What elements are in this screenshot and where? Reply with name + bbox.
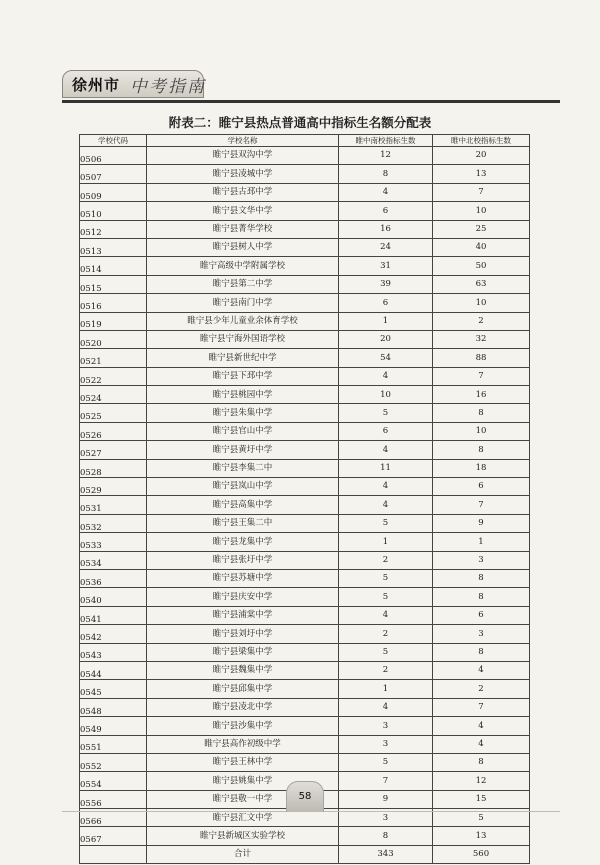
table-row	[80, 478, 530, 496]
school-code-cell: 0548	[80, 698, 147, 716]
south-quota-cell: 4	[339, 367, 433, 385]
school-name-cell: 睢宁县南门中学	[147, 294, 339, 312]
south-quota-cell: 4	[339, 698, 433, 716]
table-row	[80, 496, 530, 514]
school-code-cell: 0533	[80, 533, 147, 551]
south-quota-cell: 8	[339, 827, 433, 845]
south-quota-cell: 8	[339, 165, 433, 183]
south-quota-cell: 4	[339, 496, 433, 514]
column-header-code: 学校代码	[80, 135, 147, 147]
south-quota-cell: 6	[339, 202, 433, 220]
north-quota-cell: 15	[433, 790, 530, 808]
school-name-cell: 睢宁县龙集中学	[147, 533, 339, 551]
north-quota-cell: 8	[433, 569, 530, 587]
north-quota-cell: 4	[433, 661, 530, 679]
school-code-cell: 0521	[80, 349, 147, 367]
south-quota-cell: 5	[339, 514, 433, 532]
south-quota-cell: 54	[339, 349, 433, 367]
north-quota-cell: 88	[433, 349, 530, 367]
table-row	[80, 257, 530, 275]
school-name-cell: 睢宁县第二中学	[147, 275, 339, 293]
school-name-cell: 睢宁县张圩中学	[147, 551, 339, 569]
table-row	[80, 717, 530, 735]
south-quota-cell: 3	[339, 735, 433, 753]
school-code-cell: 0519	[80, 312, 147, 330]
school-code-cell: 0516	[80, 294, 147, 312]
school-name-cell: 睢宁县汇文中学	[147, 809, 339, 827]
table-row	[80, 330, 530, 348]
table-row	[80, 294, 530, 312]
north-quota-cell: 8	[433, 441, 530, 459]
south-quota-cell: 6	[339, 422, 433, 440]
school-code-cell: 0542	[80, 625, 147, 643]
document-title: 附表二：睢宁县热点普通高中指标生名额分配表	[168, 115, 432, 130]
north-quota-cell: 4	[433, 735, 530, 753]
school-code-cell: 0509	[80, 183, 147, 201]
south-quota-cell: 1	[339, 533, 433, 551]
south-quota-cell: 20	[339, 330, 433, 348]
north-quota-cell: 7	[433, 698, 530, 716]
school-code-cell: 0552	[80, 753, 147, 771]
south-quota-cell: 1	[339, 680, 433, 698]
total-code-cell	[80, 845, 147, 863]
table-row	[80, 569, 530, 587]
school-name-cell: 睢宁县双沟中学	[147, 147, 339, 165]
school-name-cell: 睢宁县王集二中	[147, 514, 339, 532]
school-code-cell: 0527	[80, 441, 147, 459]
school-code-cell: 0551	[80, 735, 147, 753]
school-name-cell: 睢宁县李集二中	[147, 459, 339, 477]
total-south-cell: 343	[339, 845, 433, 863]
school-code-cell: 0525	[80, 404, 147, 422]
table-row	[80, 422, 530, 440]
table-row	[80, 275, 530, 293]
north-quota-cell: 20	[433, 147, 530, 165]
school-name-cell: 睢宁县凌城中学	[147, 165, 339, 183]
school-code-cell: 0524	[80, 386, 147, 404]
school-name-cell: 睢宁县姚集中学	[147, 772, 339, 790]
north-quota-cell: 8	[433, 643, 530, 661]
school-name-cell: 睢宁县邱集中学	[147, 680, 339, 698]
school-code-cell: 0540	[80, 588, 147, 606]
school-code-cell: 0566	[80, 809, 147, 827]
table-header-row	[80, 135, 530, 147]
table-row	[80, 183, 530, 201]
north-quota-cell: 7	[433, 183, 530, 201]
school-name-cell: 睢宁县沙集中学	[147, 717, 339, 735]
school-code-cell: 0507	[80, 165, 147, 183]
north-quota-cell: 12	[433, 772, 530, 790]
north-quota-cell: 2	[433, 680, 530, 698]
school-name-cell: 睢宁县岚山中学	[147, 478, 339, 496]
north-quota-cell: 8	[433, 588, 530, 606]
north-quota-cell: 8	[433, 753, 530, 771]
school-name-cell: 睢宁县菁华学校	[147, 220, 339, 238]
school-code-cell: 0545	[80, 680, 147, 698]
table-row	[80, 661, 530, 679]
school-code-cell: 0506	[80, 147, 147, 165]
south-quota-cell: 4	[339, 441, 433, 459]
north-quota-cell: 2	[433, 312, 530, 330]
school-name-cell: 睢宁县刘圩中学	[147, 625, 339, 643]
school-code-cell: 0528	[80, 459, 147, 477]
north-quota-cell: 1	[433, 533, 530, 551]
north-quota-cell: 10	[433, 422, 530, 440]
allocation-table	[79, 134, 530, 864]
north-quota-cell: 16	[433, 386, 530, 404]
south-quota-cell: 1	[339, 312, 433, 330]
north-quota-cell: 18	[433, 459, 530, 477]
table-row	[80, 643, 530, 661]
school-name-cell: 睢宁县新城区实验学校	[147, 827, 339, 845]
south-quota-cell: 2	[339, 551, 433, 569]
school-name-cell: 睢宁县凌北中学	[147, 698, 339, 716]
south-quota-cell: 6	[339, 294, 433, 312]
school-code-cell: 0513	[80, 238, 147, 256]
school-code-cell: 0529	[80, 478, 147, 496]
column-header-north: 睢中北校指标生数	[433, 135, 530, 147]
north-quota-cell: 6	[433, 478, 530, 496]
school-name-cell: 睢宁县桃园中学	[147, 386, 339, 404]
school-name-cell: 睢宁县新世纪中学	[147, 349, 339, 367]
total-north-cell: 560	[433, 845, 530, 863]
north-quota-cell: 63	[433, 275, 530, 293]
north-quota-cell: 6	[433, 606, 530, 624]
north-quota-cell: 13	[433, 165, 530, 183]
south-quota-cell: 2	[339, 625, 433, 643]
table-row	[80, 680, 530, 698]
north-quota-cell: 32	[433, 330, 530, 348]
school-code-cell: 0531	[80, 496, 147, 514]
school-code-cell: 0567	[80, 827, 147, 845]
table-row	[80, 753, 530, 771]
north-quota-cell: 9	[433, 514, 530, 532]
school-code-cell: 0544	[80, 661, 147, 679]
header-title: 徐州市	[72, 76, 121, 94]
north-quota-cell: 50	[433, 257, 530, 275]
south-quota-cell: 9	[339, 790, 433, 808]
table-row	[80, 625, 530, 643]
south-quota-cell: 11	[339, 459, 433, 477]
school-name-cell: 睢宁县敬一中学	[147, 790, 339, 808]
total-label-cell: 合计	[147, 845, 339, 863]
north-quota-cell: 8	[433, 404, 530, 422]
school-code-cell: 0520	[80, 330, 147, 348]
north-quota-cell: 10	[433, 294, 530, 312]
school-name-cell: 睢宁县少年儿童业余体育学校	[147, 312, 339, 330]
north-quota-cell: 3	[433, 625, 530, 643]
school-name-cell: 睢宁县苏塘中学	[147, 569, 339, 587]
school-name-cell: 睢宁县官山中学	[147, 422, 339, 440]
school-name-cell: 睢宁县下邳中学	[147, 367, 339, 385]
school-code-cell: 0536	[80, 569, 147, 587]
school-name-cell: 睢宁县古邳中学	[147, 183, 339, 201]
table-row	[80, 312, 530, 330]
north-quota-cell: 3	[433, 551, 530, 569]
school-code-cell: 0554	[80, 772, 147, 790]
table-row	[80, 386, 530, 404]
total-row	[80, 845, 530, 863]
south-quota-cell: 5	[339, 569, 433, 587]
school-name-cell: 睢宁县宁海外国语学校	[147, 330, 339, 348]
table-row	[80, 514, 530, 532]
south-quota-cell: 4	[339, 183, 433, 201]
south-quota-cell: 39	[339, 275, 433, 293]
south-quota-cell: 4	[339, 606, 433, 624]
school-name-cell: 睢宁县高作初级中学	[147, 735, 339, 753]
school-code-cell: 0522	[80, 367, 147, 385]
school-name-cell: 睢宁县朱集中学	[147, 404, 339, 422]
school-code-cell: 0510	[80, 202, 147, 220]
school-code-cell: 0556	[80, 790, 147, 808]
south-quota-cell: 5	[339, 753, 433, 771]
north-quota-cell: 25	[433, 220, 530, 238]
south-quota-cell: 10	[339, 386, 433, 404]
south-quota-cell: 12	[339, 147, 433, 165]
table-row	[80, 459, 530, 477]
table-row	[80, 147, 530, 165]
south-quota-cell: 16	[339, 220, 433, 238]
school-code-cell: 0526	[80, 422, 147, 440]
south-quota-cell: 7	[339, 772, 433, 790]
south-quota-cell: 5	[339, 588, 433, 606]
table-row	[80, 441, 530, 459]
school-name-cell: 睢宁县浦棠中学	[147, 606, 339, 624]
school-name-cell: 睢宁县黄圩中学	[147, 441, 339, 459]
north-quota-cell: 7	[433, 367, 530, 385]
table-row	[80, 551, 530, 569]
table-row	[80, 588, 530, 606]
south-quota-cell: 4	[339, 478, 433, 496]
table-row	[80, 404, 530, 422]
school-name-cell: 睢宁县高集中学	[147, 496, 339, 514]
school-name-cell: 睢宁县庆安中学	[147, 588, 339, 606]
school-name-cell: 睢宁高级中学附属学校	[147, 257, 339, 275]
north-quota-cell: 4	[433, 717, 530, 735]
table-row	[80, 367, 530, 385]
table-row	[80, 827, 530, 845]
table-row	[80, 735, 530, 753]
table-row	[80, 165, 530, 183]
page-number: 58	[286, 781, 324, 812]
table-row	[80, 349, 530, 367]
school-name-cell: 睢宁县王林中学	[147, 753, 339, 771]
north-quota-cell: 5	[433, 809, 530, 827]
table-row	[80, 606, 530, 624]
school-code-cell: 0512	[80, 220, 147, 238]
table-row	[80, 220, 530, 238]
school-code-cell: 0543	[80, 643, 147, 661]
header-logo: 中考指南	[130, 77, 206, 97]
south-quota-cell: 5	[339, 643, 433, 661]
north-quota-cell: 7	[433, 496, 530, 514]
south-quota-cell: 5	[339, 404, 433, 422]
school-code-cell: 0514	[80, 257, 147, 275]
school-code-cell: 0532	[80, 514, 147, 532]
school-code-cell: 0541	[80, 606, 147, 624]
school-code-cell: 0549	[80, 717, 147, 735]
north-quota-cell: 40	[433, 238, 530, 256]
table-row	[80, 238, 530, 256]
south-quota-cell: 31	[339, 257, 433, 275]
table-row	[80, 698, 530, 716]
school-name-cell: 睢宁县树人中学	[147, 238, 339, 256]
south-quota-cell: 3	[339, 809, 433, 827]
south-quota-cell: 3	[339, 717, 433, 735]
north-quota-cell: 13	[433, 827, 530, 845]
column-header-name: 学校名称	[147, 135, 339, 147]
table-row	[80, 533, 530, 551]
school-name-cell: 睢宁县梁集中学	[147, 643, 339, 661]
table-row	[80, 202, 530, 220]
north-quota-cell: 10	[433, 202, 530, 220]
south-quota-cell: 24	[339, 238, 433, 256]
school-code-cell: 0515	[80, 275, 147, 293]
school-name-cell: 睢宁县文华中学	[147, 202, 339, 220]
school-name-cell: 睢宁县魏集中学	[147, 661, 339, 679]
column-header-south: 睢中南校指标生数	[339, 135, 433, 147]
school-code-cell: 0534	[80, 551, 147, 569]
south-quota-cell: 2	[339, 661, 433, 679]
